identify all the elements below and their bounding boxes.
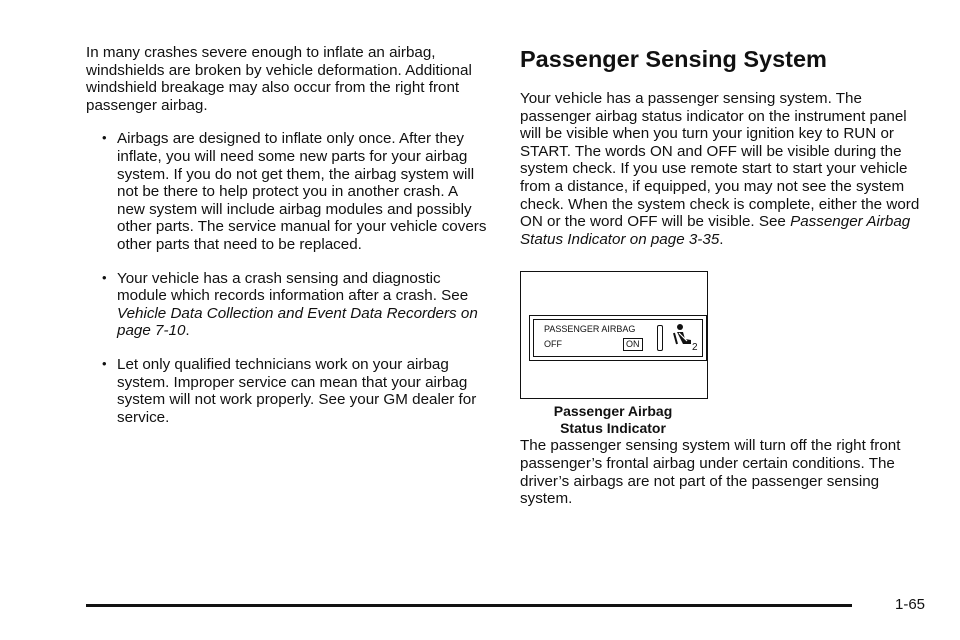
bullet-text-end: . (185, 322, 190, 340)
indicator-panel (529, 315, 707, 361)
figure-caption (520, 403, 706, 437)
paragraph-text: Your vehicle has a passenger sensing system. The passenger airbag status indicator on the instrument panel will be visible when you turn your ignition key to RUN or START. The words ON and OFF will be visible during the system check. If you use remote start to start your vehicle from a distance, if equipped, you may not see the system check. When the system check is complete, either the word ON or the word OFF will be visible. See (520, 90, 920, 231)
bullet-item-inflate-once: • Airbags are designed to inflate only once. After they inflate, you will need some new parts for your airbag system. If you do not get them, the airbag system will not be there to help protect you in another crash. A new system will include airbag modules and possibly other parts. The service manual for your vehicle covers other parts that need to be replaced. (86, 130, 488, 253)
passenger-sensing-paragraph (520, 90, 930, 248)
indicator-panel-inner (533, 319, 703, 357)
bullet-item-qualified-technicians: • Let only qualified technicians work on your airbag system. Improper service can mean that your airbag system will not work properly. See your GM dealer for service. (86, 356, 488, 426)
icon-number: 2 (692, 342, 698, 352)
cross-reference-link[interactable]: Passenger Airbag Status Indicator on page 3-35 (520, 213, 911, 248)
bullet-item-crash-module (86, 270, 488, 340)
status-indicator-figure (520, 271, 708, 399)
on-label: ON (623, 338, 643, 351)
section-heading: Passenger Sensing System (520, 46, 827, 72)
intro-paragraph: In many crashes severe enough to inflate an airbag, windshields are broken by vehicle deformation. Additional windshield breakage may also occur from the right front passenger airbag. (86, 44, 472, 114)
footer-rule (86, 604, 852, 607)
left-column (86, 44, 488, 426)
bullet-text: Your vehicle has a crash sensing and diagnostic module which records information after a crash. See (117, 269, 469, 305)
passenger-seat-icon (671, 323, 699, 356)
indicator-bar-icon (657, 325, 663, 351)
off-label: OFF (544, 339, 562, 350)
panel-title: PASSENGER AIRBAG (544, 324, 636, 335)
right-column (520, 44, 930, 508)
caption-line-1: Passenger Airbag (553, 403, 673, 420)
cross-reference-link[interactable]: Vehicle Data Collection and Event Data Recorders on page 7-10 (117, 304, 478, 340)
sensing-conditions-paragraph: The passenger sensing system will turn off the right front passenger’s frontal airbag under certain conditions. The driver’s airbags are not part of the passenger sensing system. (520, 437, 901, 508)
paragraph-end: . (719, 230, 724, 248)
caption-line-2: Status Indicator (560, 420, 666, 437)
bullet-list (86, 130, 488, 426)
page-number: 1-65 (895, 596, 926, 613)
